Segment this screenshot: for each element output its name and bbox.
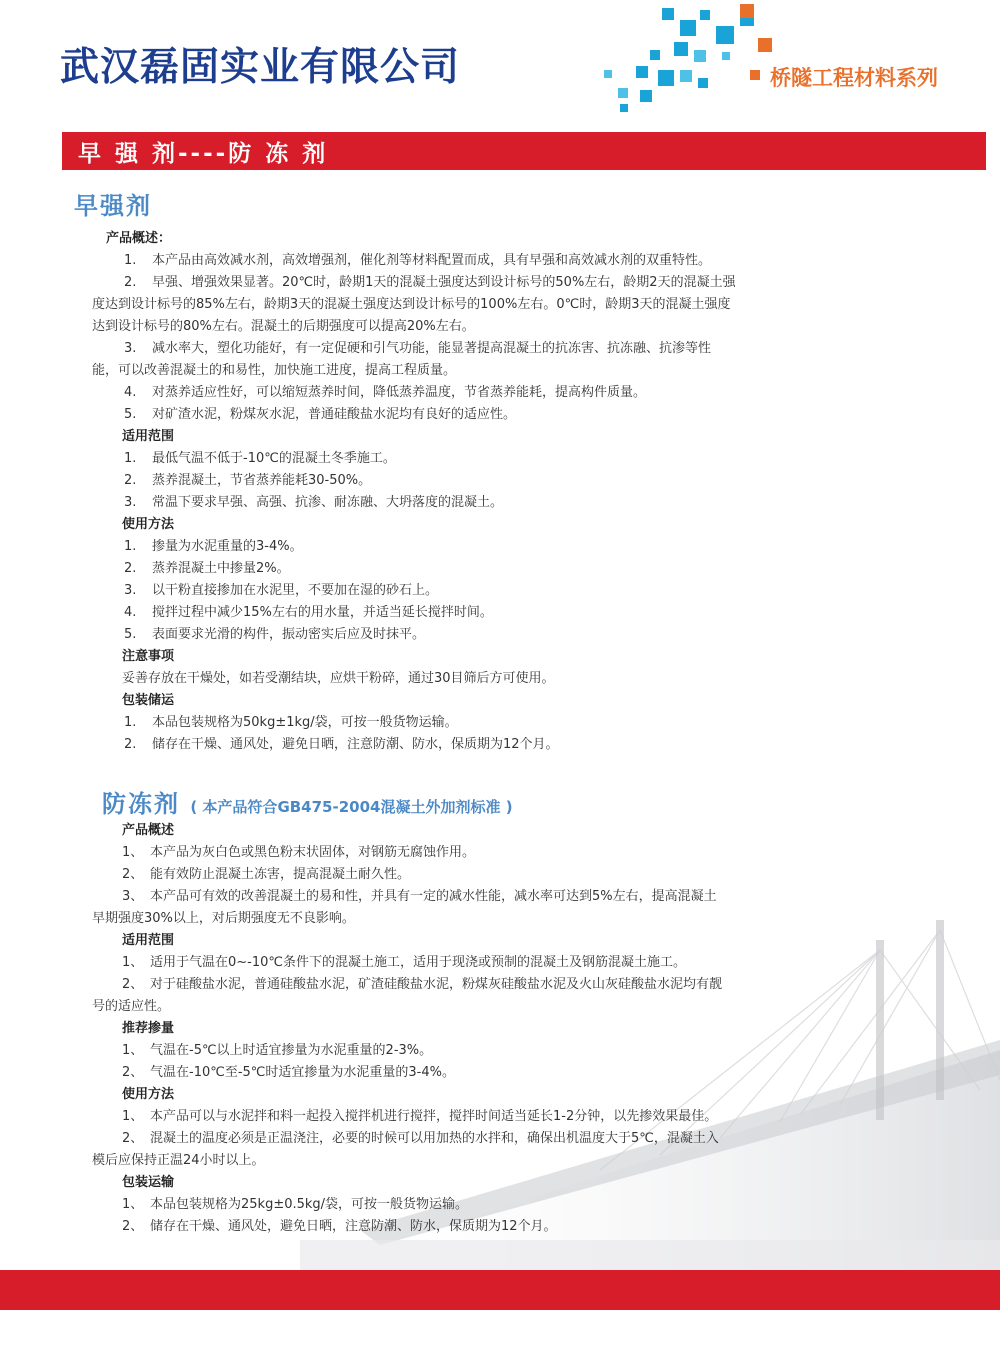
antifreeze-overview-line: 1、 本产品为灰白色或黑色粉末状固体，对钢筋无腐蚀作用。	[122, 845, 476, 860]
antifreeze-scope-line: 1、 适用于气温在0~-10℃条件下的混凝土施工，适用于现浇或预制的混凝土及钢筋混凝土施工。	[122, 955, 686, 970]
antifreeze-dose-line: 2、 气温在-10℃至-5℃时适宜掺量为水泥重量的3-4%。	[122, 1065, 455, 1080]
antifreeze-overview-heading: 产品概述	[122, 823, 175, 838]
antifreeze-title-text: 防冻剂	[102, 790, 180, 818]
early-overview-line: 5. 对矿渣水泥，粉煤灰水泥，普通硅酸盐水泥均有良好的适应性。	[124, 407, 517, 422]
early-usage-line: 2. 蒸养混凝土中掺量2%。	[124, 561, 290, 576]
early-overview-line: 3. 减水率大，塑化功能好，有一定促硬和引气功能，能显著提高混凝土的抗冻害、抗冻融、抗渗等性	[124, 341, 712, 356]
early-overview-line: 达到设计标号的80%左右。混凝土的后期强度可以提高20%左右。	[92, 319, 475, 334]
early-usage-line: 3. 以干粉直接掺加在水泥里，不要加在湿的砂石上。	[124, 583, 439, 598]
early-strength-title: 早强剂	[74, 192, 152, 220]
early-scope-heading: 适用范围	[122, 429, 175, 444]
early-scope-line: 3. 常温下要求早强、高强、抗渗、耐冻融、大坍落度的混凝土。	[124, 495, 504, 510]
early-pack-line: 2. 储存在干燥、通风处，避免日晒，注意防潮、防水，保质期为12个月。	[124, 737, 559, 752]
early-usage-line: 1. 掺量为水泥重量的3-4%。	[124, 539, 303, 554]
early-notice-text: 妥善存放在干燥处，如若受潮结块，应烘干粉碎，通过30目筛后方可使用。	[122, 671, 555, 686]
antifreeze-overview-line: 早期强度30%以上，对后期强度无不良影响。	[92, 911, 355, 926]
antifreeze-usage-line: 1、 本产品可以与水泥拌和料一起投入搅拌机进行搅拌，搅拌时间适当延长1-2分钟，以先掺效果最佳。	[122, 1109, 718, 1124]
antifreeze-pack-line: 2、 储存在干燥、通风处，避免日晒，注意防潮、防水，保质期为12个月。	[122, 1219, 557, 1234]
early-overview-line: 能，可以改善混凝土的和易性，加快施工进度，提高工程质量。	[92, 363, 457, 378]
antifreeze-pack-line: 1、 本品包装规格为25kg±0.5kg/袋，可按一般货物运输。	[122, 1197, 469, 1212]
antifreeze-title	[102, 784, 513, 819]
antifreeze-pack-heading: 包装运输	[122, 1175, 175, 1190]
early-scope-line: 2. 蒸养混凝土，节省蒸养能耗30-50%。	[124, 473, 372, 488]
title-banner	[62, 132, 986, 170]
antifreeze-usage-line: 2、 混凝土的温度必须是正温浇注，必要的时候可以用加热的水拌和，确保出机温度大于5℃，混凝土入	[122, 1131, 719, 1146]
early-usage-line: 4. 搅拌过程中减少15%左右的用水量，并适当延长搅拌时间。	[124, 605, 493, 620]
antifreeze-scope-line: 2、 对于硅酸盐水泥，普通硅酸盐水泥，矿渣硅酸盐水泥，粉煤灰硅酸盐水泥及火山灰硅酸盐水泥均有靓	[122, 977, 723, 992]
footer-bar	[0, 1270, 1000, 1310]
early-overview-line: 度达到设计标号的85%左右，龄期3天的混凝土强度达到设计标号的100%左右。0℃时，龄期3天的混凝土强度	[92, 297, 731, 312]
banner-title: 早 强 剂----防 冻 剂	[78, 141, 329, 167]
decorative-squares-graphic	[600, 0, 790, 120]
early-scope-line: 1. 最低气温不低于-10℃的混凝土冬季施工。	[124, 451, 396, 466]
early-overview-heading: 产品概述：	[106, 231, 172, 246]
early-overview-line: 2. 早强、增强效果显著。20℃时，龄期1天的混凝土强度达到设计标号的50%左右，龄期2天的混凝土强	[124, 275, 736, 290]
series-label: 桥隧工程材料系列	[770, 66, 938, 90]
early-notice-heading: 注意事项	[122, 649, 175, 664]
antifreeze-usage-line: 模后应保持正温24小时以上。	[92, 1153, 265, 1168]
early-overview-line: 4. 对蒸养适应性好，可以缩短蒸养时间，降低蒸养温度，节省蒸养能耗，提高构件质量。	[124, 385, 647, 400]
antifreeze-overview-line: 3、 本产品可有效的改善混凝土的易和性，并具有一定的减水性能，减水率可达到5%左右，提高混凝土	[122, 889, 717, 904]
antifreeze-overview-line: 2、 能有效防止混凝土冻害，提高混凝土耐久性。	[122, 867, 411, 882]
antifreeze-dose-line: 1、 气温在-5℃以上时适宜掺量为水泥重量的2-3%。	[122, 1043, 433, 1058]
antifreeze-standard-note: ( 本产品符合GB475-2004混凝土外加剂标准 )	[190, 798, 513, 816]
early-pack-line: 1. 本品包装规格为50kg±1kg/袋，可按一般货物运输。	[124, 715, 458, 730]
antifreeze-usage-heading: 使用方法	[122, 1087, 175, 1102]
company-name: 武汉磊固实业有限公司	[60, 45, 461, 90]
early-overview-line: 1. 本产品由高效减水剂，高效增强剂，催化剂等材料配置而成，具有早强和高效减水剂的双重特性。	[124, 253, 712, 268]
antifreeze-dose-heading: 推荐掺量	[122, 1021, 175, 1036]
early-pack-heading: 包装储运	[122, 693, 175, 708]
early-usage-line: 5. 表面要求光滑的构件，振动密实后应及时抹平。	[124, 627, 426, 642]
antifreeze-scope-line: 号的适应性。	[92, 999, 171, 1014]
antifreeze-scope-heading: 适用范围	[122, 933, 175, 948]
early-usage-heading: 使用方法	[122, 517, 175, 532]
